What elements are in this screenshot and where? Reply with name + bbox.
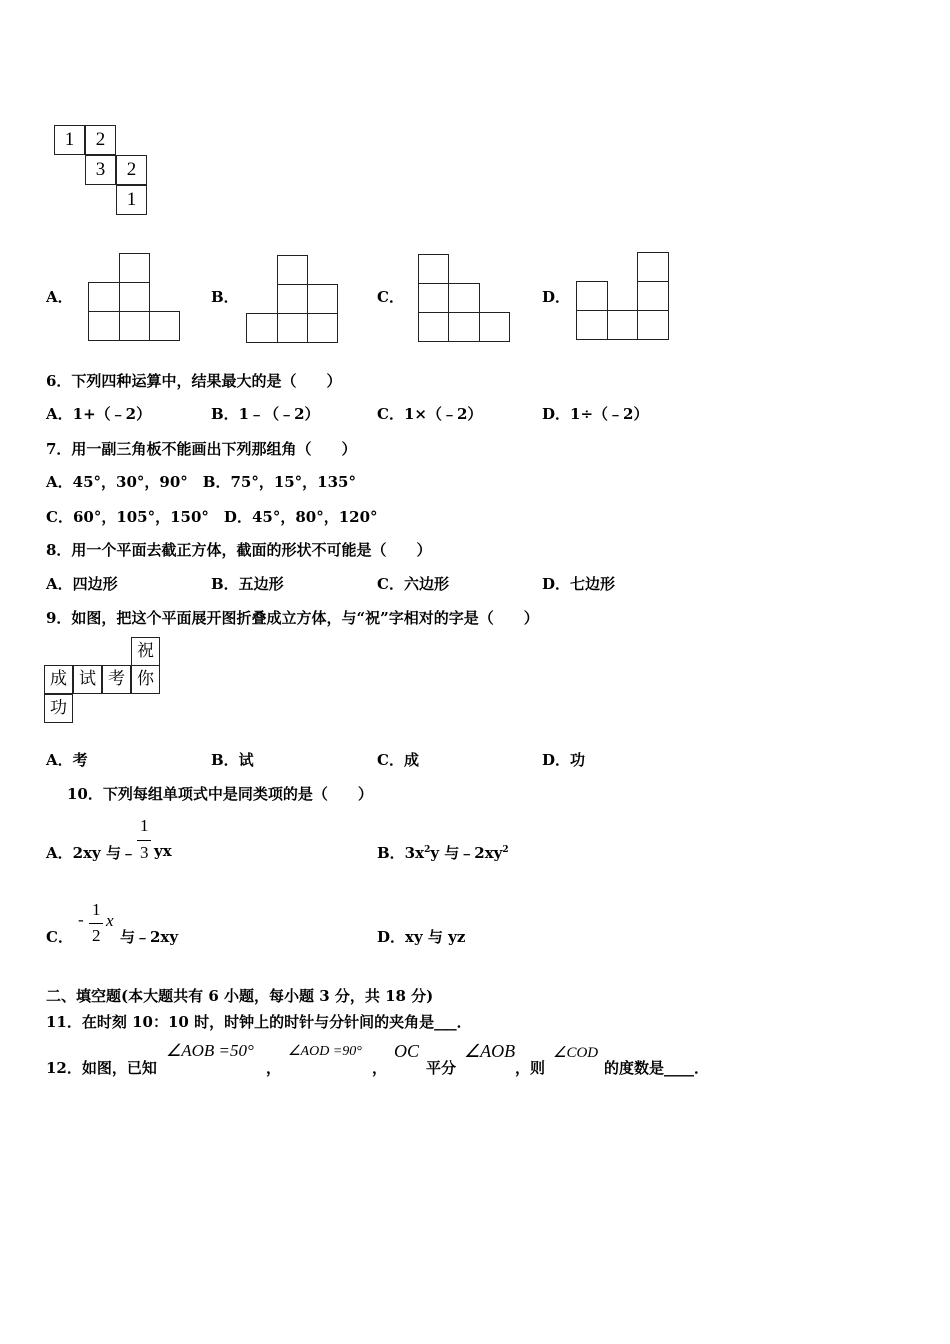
q12-expr-aob: ∠AOB =50° xyxy=(166,1041,254,1060)
q12-comma: ， xyxy=(266,1059,282,1077)
q5-option-a-label: A． xyxy=(46,288,73,306)
q12-then: ，则 xyxy=(515,1059,546,1077)
q11-stem: 11．在时刻 10：10 时，时钟上的时针与分针间的夹角是___． xyxy=(46,1013,472,1031)
net-cell: 2 xyxy=(116,155,147,185)
q5-option-c-label: C． xyxy=(377,288,404,306)
q10-c-variable: x xyxy=(106,911,114,930)
net-char: 你 xyxy=(131,665,160,694)
q10-option-d: D．xy 与 yz xyxy=(377,928,466,946)
net-char: 试 xyxy=(73,665,102,694)
net-cell: 3 xyxy=(85,155,116,185)
q10-option-a-prefix: A．2xy 与﹣ xyxy=(46,844,136,862)
q12-expr-cod: ∠COD xyxy=(553,1045,599,1061)
section-2-title: 二、填空题(本大题共有 6 小题，每小题 3 分，共 18 分) xyxy=(46,987,434,1005)
q9-option-c: C．成 xyxy=(377,751,419,769)
net-char: 成 xyxy=(44,665,73,694)
fraction-bar xyxy=(137,840,151,841)
q10-stem: 10．下列每组单项式中是同类项的是（ ） xyxy=(67,785,373,803)
q8-option-d: D．七边形 xyxy=(542,575,616,593)
q6-option-c: C．1×（﹣2） xyxy=(377,405,483,423)
q10-option-a-suffix: yx xyxy=(154,842,172,860)
q6-option-d: D．1÷（﹣2） xyxy=(542,405,649,423)
q10-option-c-suffix: 与﹣2xy xyxy=(120,928,179,946)
q12-expr-oc: OC xyxy=(394,1041,420,1061)
q7-options-cd: C．60°，105°，150° D．45°，80°，120° xyxy=(46,508,378,526)
q7-stem: 7．用一副三角板不能画出下列那组角（ ） xyxy=(46,440,357,458)
q12-prefix: 12．如图，已知 xyxy=(46,1059,157,1077)
q10-c-minus: - xyxy=(78,910,84,929)
q6-option-a: A．1+（﹣2） xyxy=(46,405,152,423)
q5-option-b-label: B． xyxy=(211,288,239,306)
q12-expr-aod: ∠AOD =90° xyxy=(288,1044,362,1059)
q9-option-d: D．功 xyxy=(542,751,586,769)
q12-comma: ， xyxy=(372,1059,388,1077)
q10-a-denominator: 3 xyxy=(140,843,149,862)
net-char: 考 xyxy=(102,665,131,694)
q8-option-c: C．六边形 xyxy=(377,575,449,593)
net-char: 祝 xyxy=(131,637,160,666)
q5-option-d-label: D． xyxy=(542,288,571,306)
q9-option-b: B．试 xyxy=(211,751,254,769)
q10-c-denominator: 2 xyxy=(92,926,101,945)
net-cell: 2 xyxy=(85,125,116,155)
q6-stem: 6．下列四种运算中，结果最大的是（ ） xyxy=(46,372,342,390)
net-cell: 1 xyxy=(116,185,147,215)
q12-expr-aob-2: ∠AOB xyxy=(464,1041,516,1061)
q8-option-b: B．五边形 xyxy=(211,575,284,593)
q12-bisects: 平分 xyxy=(426,1059,457,1077)
q9-option-a: A．考 xyxy=(46,751,88,769)
fraction-bar xyxy=(89,923,103,924)
q10-option-c-label: C． xyxy=(46,928,73,946)
q10-a-numerator: 1 xyxy=(140,816,149,835)
q12-suffix: 的度数是____． xyxy=(604,1059,710,1077)
q7-options-ab: A．45°，30°，90° B．75°，15°，135° xyxy=(46,473,356,491)
q10-option-b: B．$3x^2y$ 与$﹣2xy^2$ xyxy=(377,844,509,862)
net-cell: 1 xyxy=(54,125,85,155)
q6-option-b: B．1﹣（﹣2） xyxy=(211,405,320,423)
q8-option-a: A．四边形 xyxy=(46,575,118,593)
net-char: 功 xyxy=(44,694,73,723)
q10-c-numerator: 1 xyxy=(92,900,101,919)
q8-stem: 8．用一个平面去截正方体，截面的形状不可能是（ ） xyxy=(46,541,432,559)
q9-stem: 9．如图，把这个平面展开图折叠成立方体，与“祝”字相对的字是（ ） xyxy=(46,609,539,627)
